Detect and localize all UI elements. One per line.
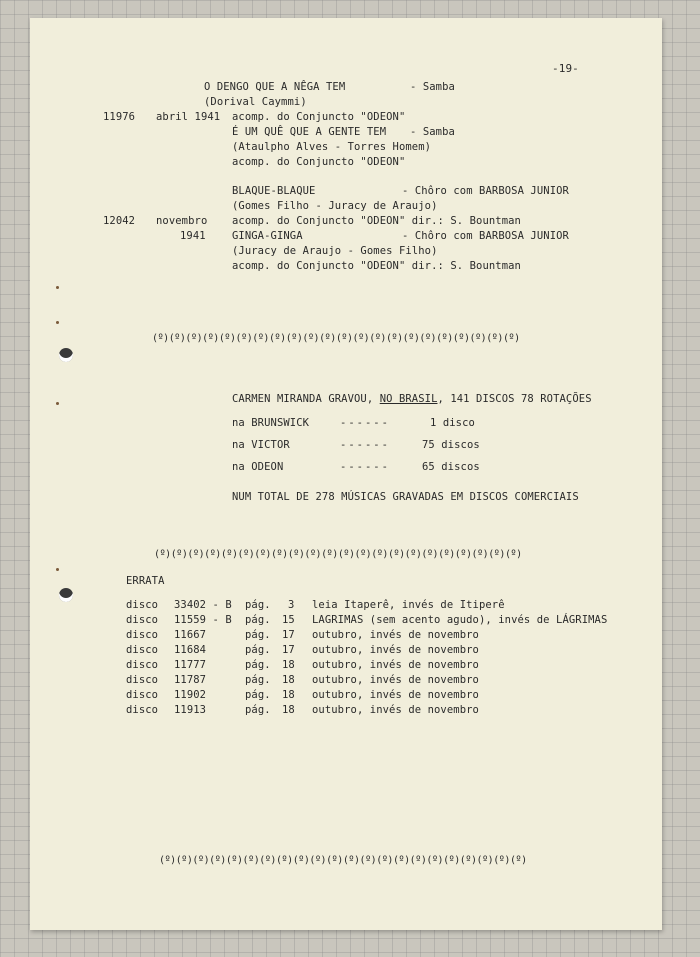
label-count: 1 disco	[430, 417, 475, 429]
record-genre: - Chôro com BARBOSA JUNIOR	[402, 185, 569, 197]
errata-pag: pág.	[245, 689, 271, 701]
errata-note: outubro, invés de novembro	[312, 659, 479, 671]
record-title: BLAQUE-BLAQUE	[232, 185, 316, 197]
errata-word: disco	[126, 629, 159, 641]
separator-line: (º)(º)(º)(º)(º)(º)(º)(º)(º)(º)(º)(º)(º)(º)(º)(º)(º)(º)(º)(º)(º)(º)	[152, 333, 520, 344]
errata-pag: pág.	[245, 644, 271, 656]
label-count: 75 discos	[422, 439, 480, 451]
label-name: na ODEON	[232, 461, 284, 473]
errata-note: outubro, invés de novembro	[312, 674, 479, 686]
separator-line: (º)(º)(º)(º)(º)(º)(º)(º)(º)(º)(º)(º)(º)(º)(º)(º)(º)(º)(º)(º)(º)(º)	[159, 855, 527, 866]
errata-disc: 11684	[174, 644, 207, 656]
summary-headline-pre: CARMEN MIRANDA GRAVOU,	[232, 393, 380, 405]
record-accompaniment: acomp. do Conjuncto "ODEON" dir.: S. Bountman	[232, 215, 521, 227]
label-dashes: ------	[340, 439, 390, 451]
record-title: É UM QUÊ QUE A GENTE TEM	[232, 126, 387, 138]
errata-pag: pág.	[245, 704, 271, 716]
record-date-month: novembro	[156, 215, 208, 227]
typewritten-page	[30, 18, 662, 930]
errata-note: leia Itaperê, invés de Itiperê	[312, 599, 505, 611]
record-composer: (Juracy de Araujo - Gomes Filho)	[232, 245, 438, 257]
separator-line: (º)(º)(º)(º)(º)(º)(º)(º)(º)(º)(º)(º)(º)(º)(º)(º)(º)(º)(º)(º)(º)(º)	[154, 549, 522, 560]
record-composer: (Gomes Filho - Juracy de Araujo)	[232, 200, 438, 212]
errata-word: disco	[126, 674, 159, 686]
errata-disc: 11902	[174, 689, 207, 701]
record-genre: - Samba	[410, 81, 455, 93]
errata-word: disco	[126, 704, 159, 716]
errata-page: 18	[282, 689, 295, 701]
record-genre: - Chôro com BARBOSA JUNIOR	[402, 230, 569, 242]
paper-mark	[56, 286, 59, 289]
errata-page: 15	[282, 614, 295, 626]
errata-page: 17	[282, 644, 295, 656]
errata-note: outubro, invés de novembro	[312, 704, 479, 716]
errata-pag: pág.	[245, 674, 271, 686]
errata-page: 18	[282, 659, 295, 671]
disc-number: 12042	[103, 215, 136, 227]
record-composer: (Ataulpho Alves - Torres Homem)	[232, 141, 432, 153]
record-title: GINGA-GINGA	[232, 230, 303, 242]
record-genre: - Samba	[410, 126, 455, 138]
paper-mark	[56, 568, 59, 571]
summary-headline-post: , 141 DISCOS 78 ROTAÇÕES	[437, 393, 592, 405]
errata-pag: pág.	[245, 659, 271, 671]
errata-note: outubro, invés de novembro	[312, 644, 479, 656]
label-name: na VICTOR	[232, 439, 290, 451]
errata-pag: pág.	[245, 599, 271, 611]
errata-disc: 11913	[174, 704, 207, 716]
errata-word: disco	[126, 689, 159, 701]
errata-note: outubro, invés de novembro	[312, 629, 479, 641]
binder-hole	[59, 588, 73, 602]
errata-disc: 33402 - B	[174, 599, 232, 611]
page-number: -19-	[552, 62, 579, 75]
disc-number: 11976	[103, 111, 136, 123]
errata-word: disco	[126, 599, 159, 611]
errata-disc: 11787	[174, 674, 207, 686]
summary-headline-underlined: NO BRASIL	[379, 393, 438, 405]
errata-disc: 11667	[174, 629, 207, 641]
errata-page: 18	[282, 704, 295, 716]
label-dashes: ------	[340, 417, 390, 429]
errata-page: 17	[282, 629, 295, 641]
errata-word: disco	[126, 614, 159, 626]
binder-hole	[59, 348, 73, 362]
errata-note: outubro, invés de novembro	[312, 689, 479, 701]
record-date: abril 1941	[156, 111, 221, 123]
paper-mark	[56, 321, 59, 324]
errata-pag: pág.	[245, 614, 271, 626]
errata-word: disco	[126, 659, 159, 671]
record-title: O DENGO QUE A NÊGA TEM	[204, 81, 346, 93]
errata-disc: 11559 - B	[174, 614, 232, 626]
summary-headline	[232, 392, 592, 406]
errata-page: 3	[288, 599, 295, 611]
record-accompaniment: acomp. do Conjuncto "ODEON"	[232, 111, 406, 123]
label-name: na BRUNSWICK	[232, 417, 310, 429]
record-accompaniment: acomp. do Conjuncto "ODEON"	[232, 156, 406, 168]
errata-pag: pág.	[245, 629, 271, 641]
errata-disc: 11777	[174, 659, 207, 671]
record-date-year: 1941	[180, 230, 206, 242]
record-composer: (Dorival Caymmi)	[204, 96, 307, 108]
errata-word: disco	[126, 644, 159, 656]
label-dashes: ------	[340, 461, 390, 473]
paper-mark	[56, 402, 59, 405]
errata-heading: ERRATA	[126, 575, 165, 587]
errata-note: LAGRIMAS (sem acento agudo), invés de LÁGRIMAS	[312, 614, 608, 626]
errata-page: 18	[282, 674, 295, 686]
summary-total: NUM TOTAL DE 278 MÚSICAS GRAVADAS EM DISCOS COMERCIAIS	[232, 491, 579, 503]
label-count: 65 discos	[422, 461, 480, 473]
record-accompaniment: acomp. do Conjuncto "ODEON" dir.: S. Bountman	[232, 260, 521, 272]
